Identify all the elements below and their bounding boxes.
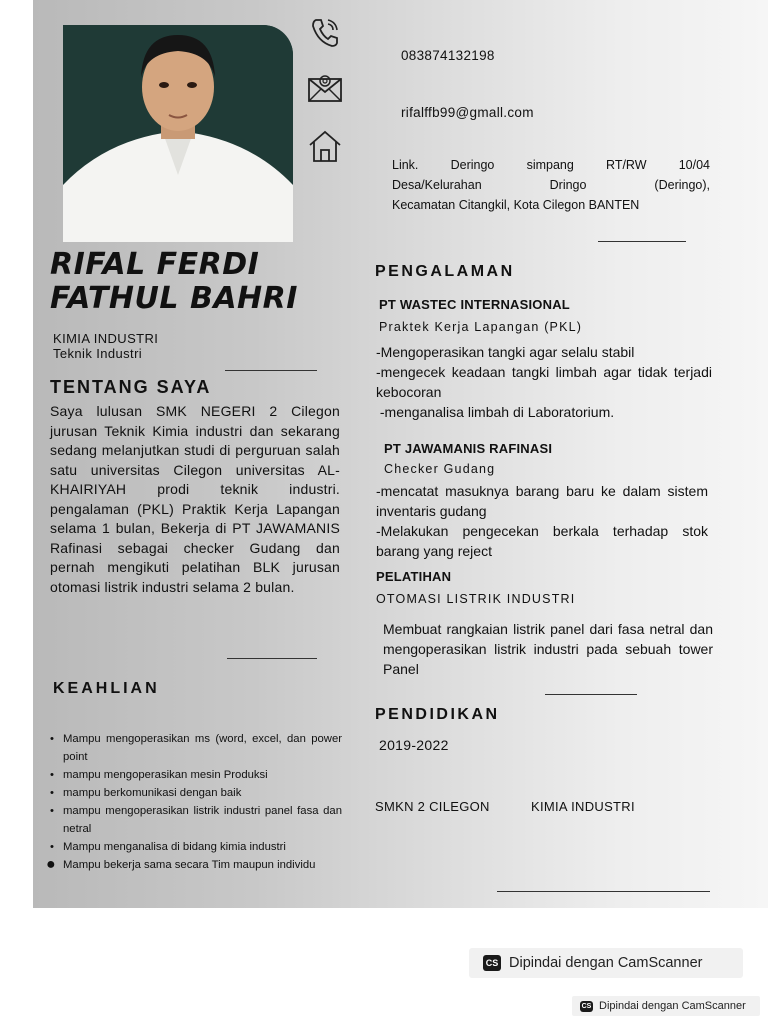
address-line: Desa/Kelurahan Dringo (Deringo), bbox=[392, 178, 710, 192]
list-item: • Mampu menganalisa di bidang kimia industri bbox=[50, 838, 342, 856]
bullet-icon: • bbox=[50, 769, 54, 781]
job-company: PT JAWAMANIS RAFINASI bbox=[384, 441, 553, 456]
about-heading: TENTANG SAYA bbox=[50, 377, 212, 397]
divider bbox=[227, 658, 317, 659]
list-item: ● Mampu bekerja sama secara Tim maupun individu bbox=[46, 856, 316, 873]
full-name bbox=[50, 248, 298, 316]
watermark-label: Dipindai dengan CamScanner bbox=[509, 955, 703, 971]
duty-item: -mencatat masuknya barang baru ke dalam sistem inventaris gudang bbox=[376, 483, 708, 519]
divider bbox=[225, 370, 317, 371]
email-address: rifalffb99@gmall.com bbox=[401, 105, 534, 120]
job-duties bbox=[376, 342, 712, 422]
divider bbox=[545, 694, 637, 695]
skills-list bbox=[46, 730, 342, 874]
training-heading: PELATIHAN bbox=[376, 569, 452, 584]
major-label: KIMIA INDUSTRI bbox=[53, 331, 159, 346]
bullet-icon: ● bbox=[46, 856, 56, 873]
title-block bbox=[53, 331, 158, 361]
phone-number: 083874132198 bbox=[401, 48, 495, 63]
training-title: OTOMASI LISTRIK INDUSTRI bbox=[376, 592, 576, 606]
skills-heading: KEAHLIAN bbox=[53, 680, 160, 697]
camscanner-logo: CS bbox=[581, 1002, 592, 1010]
divider bbox=[598, 241, 686, 242]
name-line-2: FATHUL BAHRI bbox=[50, 281, 298, 316]
address bbox=[392, 155, 710, 215]
watermark-label: Dipindai dengan CamScanner bbox=[599, 1000, 746, 1012]
home-icon bbox=[307, 128, 343, 164]
bullet-icon: • bbox=[50, 841, 54, 853]
duty-item: -Mengoperasikan tangki agar selalu stabil bbox=[376, 344, 635, 360]
mail-icon bbox=[307, 73, 343, 103]
duty-item: -menganalisa limbah di Laboratorium. bbox=[376, 404, 615, 420]
divider bbox=[497, 891, 710, 892]
education-school: SMKN 2 CILEGON bbox=[375, 799, 490, 814]
about-text: Saya lulusan SMK NEGERI 2 Cilegon jurusan Teknik Kimia industri dan sekarang sedang melanjutkan studi di perguruan salah satu universitas Cilegon universitas AL-KHAIRIYAH prodi teknik industri. pengalaman (PKL) Praktik Kerja Lapangan selama 1 bulan, Bekerja di PT JAWAMANIS Rafinasi sebagai checker Gudang dan pernah mengikuti pelatihan BLK jurusan otomasi listrik industri selama 2 bulan. bbox=[50, 403, 340, 595]
job-role: Checker Gudang bbox=[384, 462, 496, 476]
education-heading: PENDIDIKAN bbox=[375, 706, 500, 723]
list-item: • mampu berkomunikasi dengan baik bbox=[50, 784, 342, 802]
education-years: 2019-2022 bbox=[379, 737, 449, 753]
phone-icon bbox=[310, 16, 340, 48]
field-label: Teknik Industri bbox=[53, 346, 143, 361]
list-item: • mampu mengoperasikan listrik industri panel fasa dan netral bbox=[50, 802, 342, 838]
list-item: • mampu mengoperasikan mesin Produksi bbox=[50, 766, 342, 784]
job-duties bbox=[376, 481, 708, 561]
duty-item: -mengecek keadaan tangki limbah agar tidak terjadi kebocoran bbox=[376, 364, 712, 400]
address-line: Link. Deringo simpang RT/RW 10/04 bbox=[392, 158, 710, 172]
camscanner-logo: CS bbox=[483, 955, 501, 971]
bullet-icon: • bbox=[50, 805, 54, 817]
address-line: Kecamatan Citangkil, Kota Cilegon BANTEN bbox=[392, 198, 640, 212]
name-line-1: RIFAL FERDI bbox=[50, 247, 260, 282]
job-role: Praktek Kerja Lapangan (PKL) bbox=[379, 320, 583, 334]
bullet-icon: • bbox=[50, 733, 54, 745]
profile-photo bbox=[63, 25, 293, 242]
camscanner-watermark-large bbox=[469, 948, 743, 978]
duty-item: -Melakukan pengecekan berkala terhadap stok barang yang reject bbox=[376, 523, 708, 559]
experience-heading: PENGALAMAN bbox=[375, 263, 515, 280]
education-major: KIMIA INDUSTRI bbox=[531, 799, 635, 814]
camscanner-watermark-small bbox=[572, 996, 760, 1016]
training-description: Membuat rangkaian listrik panel dari fasa netral dan mengoperasikan listrik industri pada sebuah tower Panel bbox=[383, 621, 713, 677]
bullet-icon: • bbox=[50, 787, 54, 799]
job-company: PT WASTEC INTERNASIONAL bbox=[379, 297, 570, 312]
list-item: • Mampu mengoperasikan ms (word, excel, dan power point bbox=[50, 730, 342, 766]
